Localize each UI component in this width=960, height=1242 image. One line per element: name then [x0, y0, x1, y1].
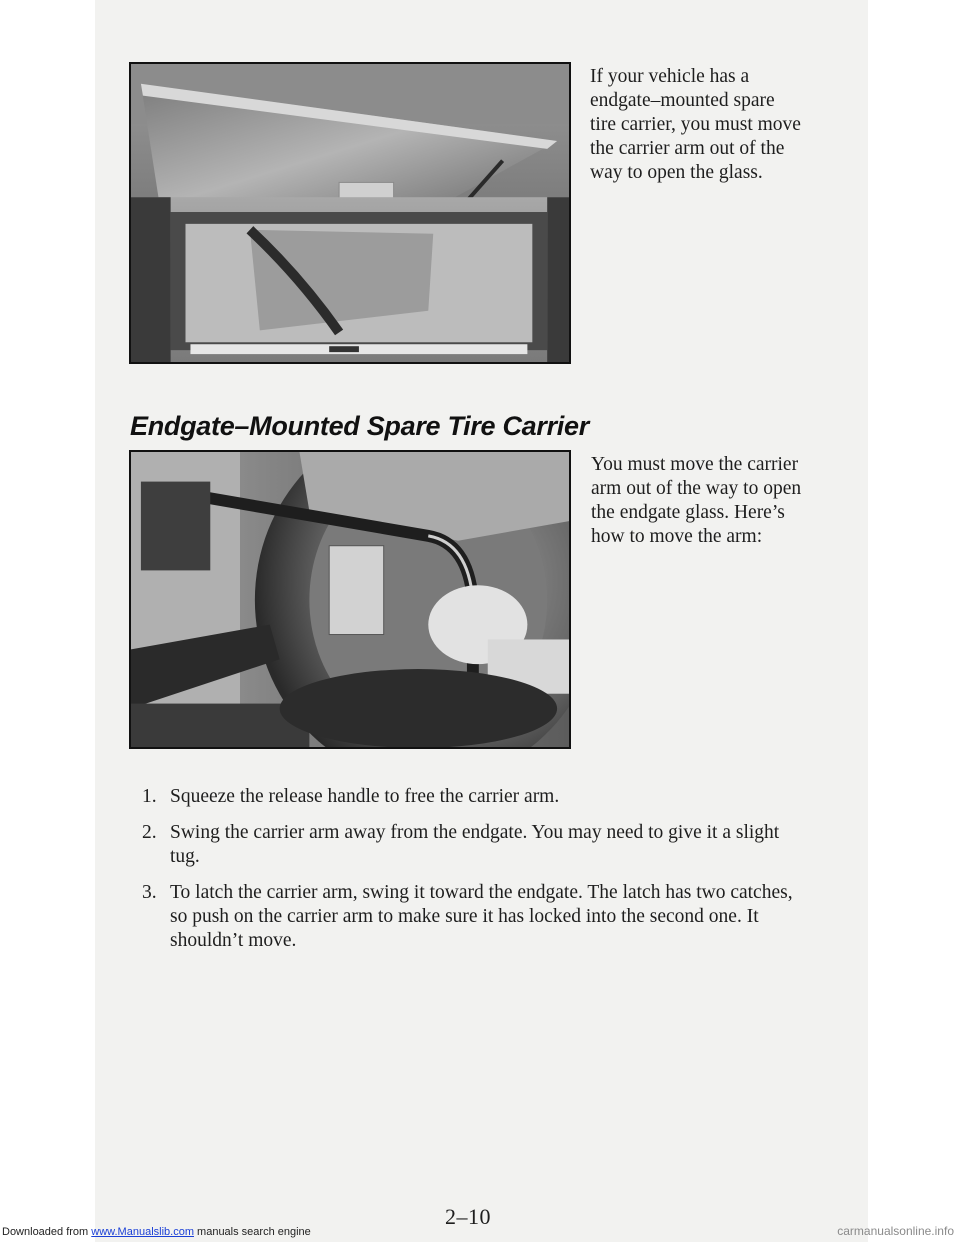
- step-number: 3.: [142, 882, 157, 903]
- step-text: Squeeze the release handle to free the carrier arm.: [170, 786, 560, 807]
- step-number: 1.: [142, 786, 157, 807]
- step-item: [142, 881, 802, 953]
- manualslib-link[interactable]: www.Manualslib.com: [91, 1226, 194, 1238]
- intro-paragraph: If your vehicle has a endgate–mounted spare tire carrier, you must move the carrier arm out of the way to open the glass.: [590, 66, 801, 183]
- footer-prefix: Downloaded from: [2, 1226, 92, 1238]
- watermark-text: carmanualsonline.info: [837, 1224, 954, 1238]
- page-number: 2–10: [445, 1204, 491, 1229]
- section-paragraph: You must move the carrier arm out of the way to open the endgate glass. Here’s how to move the arm:: [591, 454, 802, 547]
- download-footer: [2, 1226, 311, 1238]
- step-item: [142, 821, 802, 869]
- endgate-glass-open-photo: [129, 62, 571, 364]
- footer-suffix: manuals search engine: [193, 1226, 311, 1238]
- step-item: [142, 785, 802, 809]
- step-text: To latch the carrier arm, swing it toward the endgate. The latch has two catches, so push on the carrier arm to make sure it has locked into the second one. It shouldn’t move.: [170, 882, 793, 951]
- section-heading: Endgate–Mounted Spare Tire Carrier: [130, 411, 589, 441]
- carrier-arm-illustration: [131, 452, 569, 747]
- carrier-arm-release-photo: [129, 450, 571, 749]
- step-text: Swing the carrier arm away from the endgate. You may need to give it a slight tug.: [170, 822, 780, 867]
- steps-list: [142, 785, 802, 965]
- step-number: 2.: [142, 822, 157, 843]
- endgate-glass-illustration: [131, 64, 569, 362]
